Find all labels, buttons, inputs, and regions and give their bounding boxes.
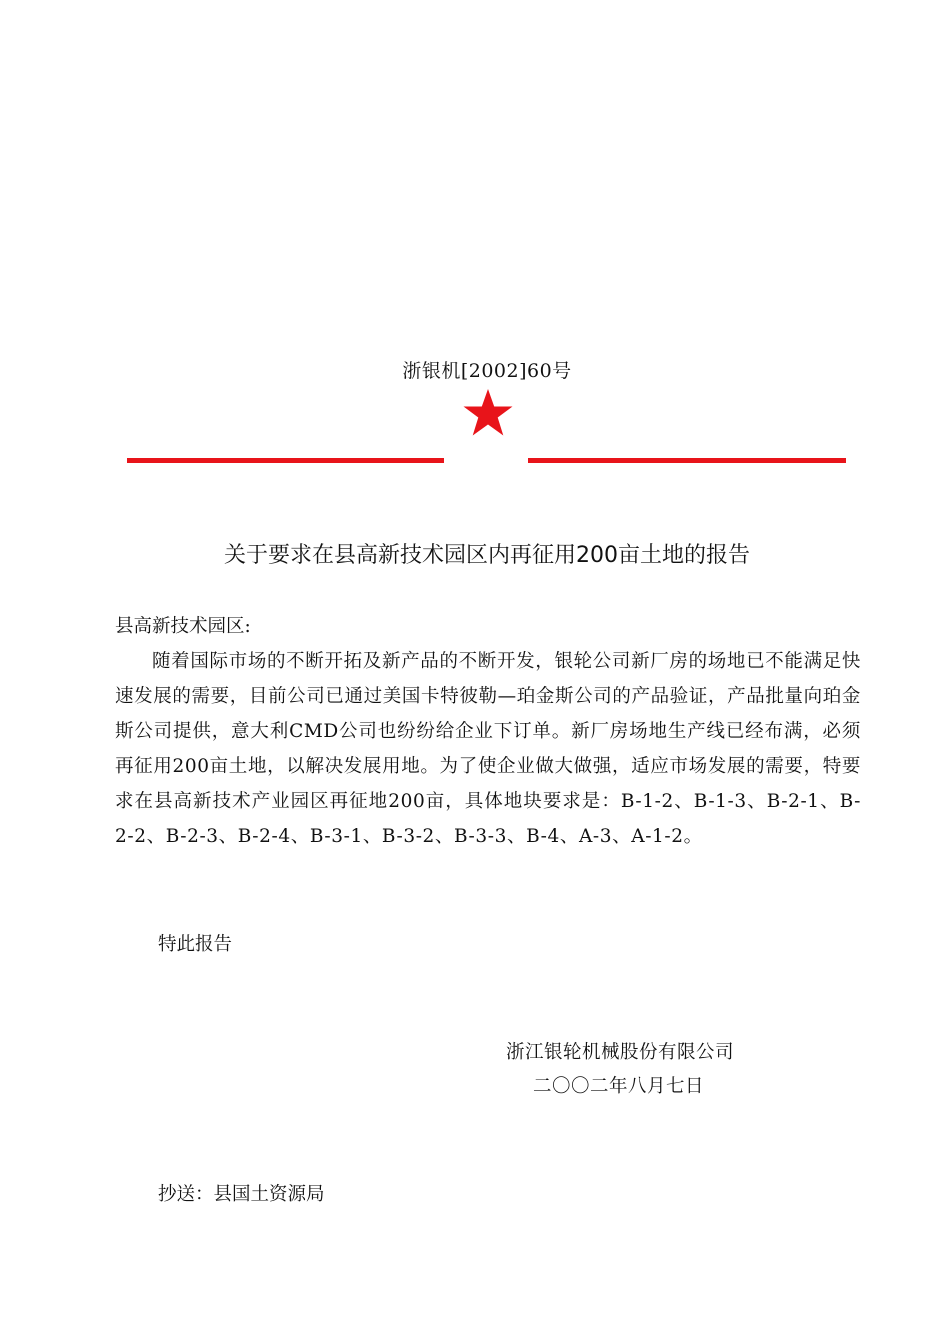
document-number: 浙银机[2002]60号 [402,360,572,382]
report-body: 随着国际市场的不断开拓及新产品的不断开发，银轮公司新厂房的场地已不能满足快速发展的需要，目前公司已通过美国卡特彼勒—珀金斯公司的产品验证，产品批量向珀金斯公司提供，意大利CMD公司也纷纷给企业下订单。新厂房场地生产线已经布满，必须再征用200亩土地，以解决发展用地。为了使企业做大做强，适应市场发展的需要，特要求在县高新技术产业园区再征地200亩，具体地块要求是：B-1-2、B-1-3、B-2-1、B-2-2、B-2-3、B-2-4、B-3-1、B-3-2、B-3-3、B-4、A-3、A-1-2。 [115,651,861,847]
star-shape [464,389,513,436]
salutation: 县高新技术园区: [115,616,251,637]
cc-line: 抄送：县国土资源局 [158,1184,325,1205]
red-star-icon [462,388,514,438]
signature-date: 二〇〇二年八月七日 [533,1076,705,1097]
header-rule-right [528,458,846,463]
header-rule-left [127,458,444,463]
signatory-company: 浙江银轮机械股份有限公司 [506,1042,735,1063]
report-title: 关于要求在县高新技术园区内再征用200亩土地的报告 [224,543,750,568]
closing-remark: 特此报告 [158,934,233,955]
